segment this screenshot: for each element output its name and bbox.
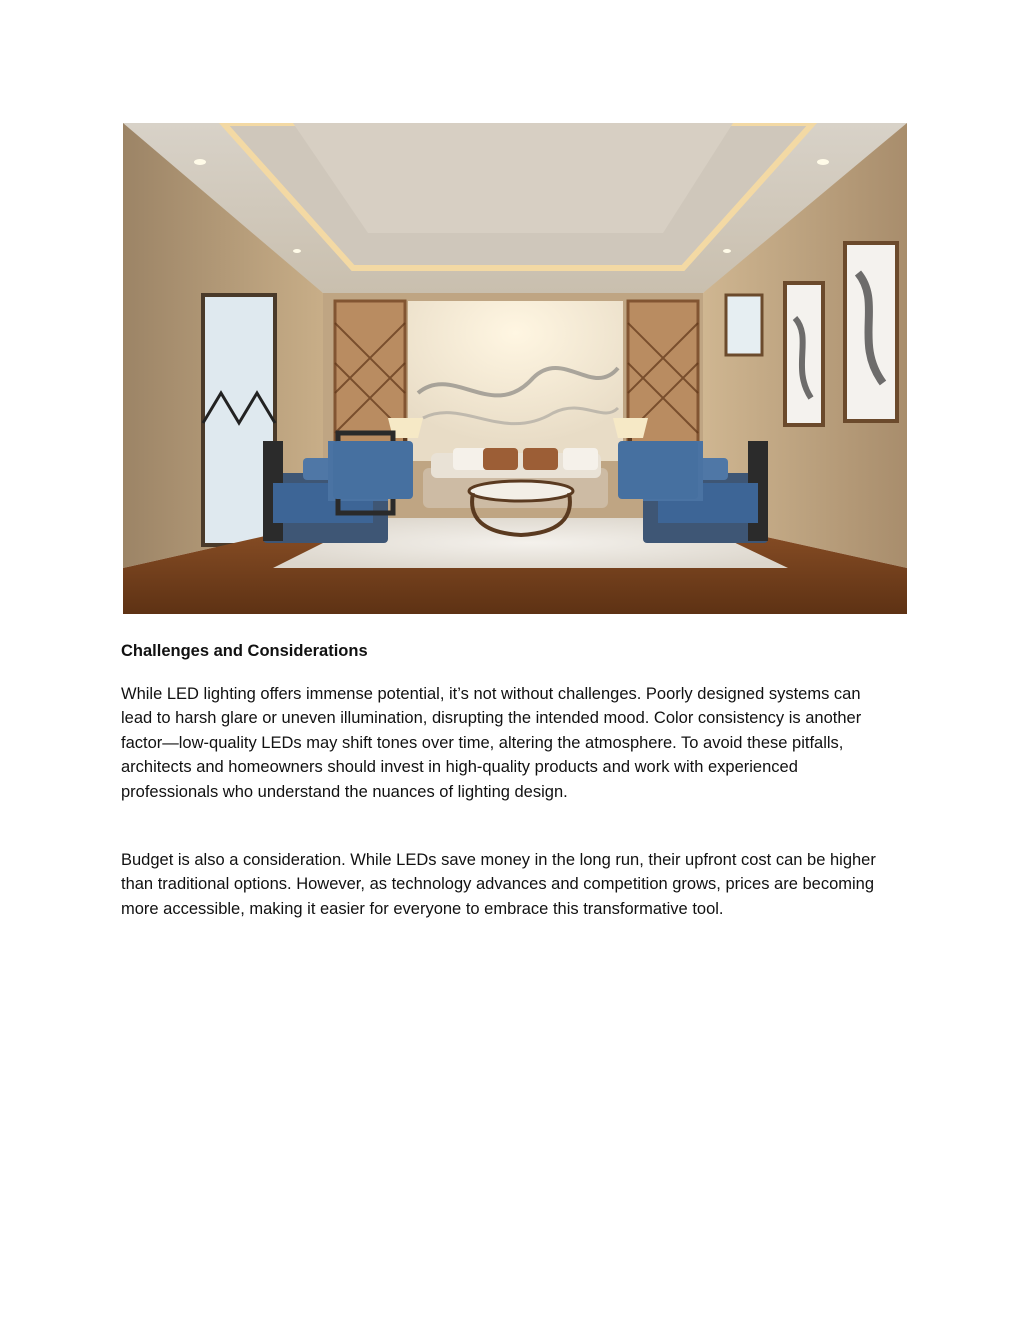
living-room-photo <box>123 123 907 614</box>
paragraph-challenges: While LED lighting offers immense potential, it’s not without challenges. Poorly designed systems can lead to harsh glare or uneven illumination, disrupting the intended mood. Color consistency is another factor—low-quality LEDs may shift tones over time, altering the atmosphere. To avoid these pitfalls, architects and homeowners should invest in high-quality products and work with experienced professionals who understand the nuances of lighting design. <box>121 685 862 801</box>
section-heading: Challenges and Considerations <box>121 642 368 660</box>
paragraph-budget: Budget is also a consideration. While LEDs save money in the long run, their upfront cost can be higher than traditional options. However, as technology advances and competition grows, prices are becoming more accessible, making it easier for everyone to embrace this transformative tool. <box>121 851 876 918</box>
